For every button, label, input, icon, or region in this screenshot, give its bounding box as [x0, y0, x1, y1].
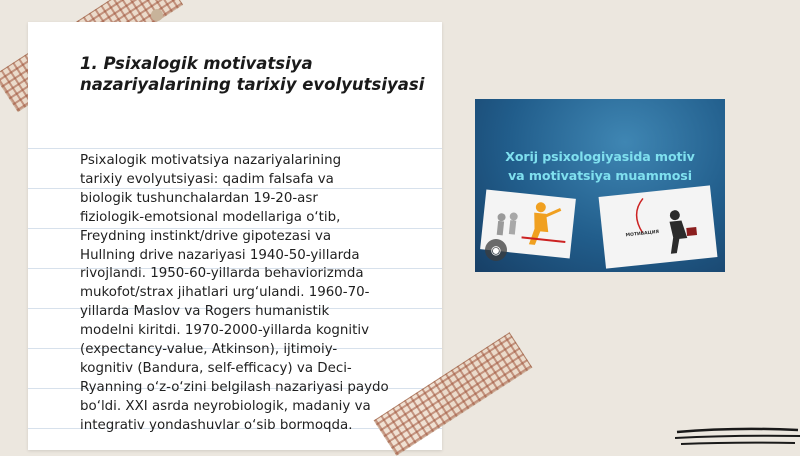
slide-title — [475, 147, 725, 185]
decorative-dot — [151, 9, 163, 21]
body-line: rivojlandi. 1950-60-yillarda behaviorizmda — [80, 266, 364, 282]
body-line: tarixiy evolyutsiyasi: qadim falsafa va — [80, 171, 334, 187]
section-title-line: 1. Psixalogik motivatsiya — [80, 54, 313, 73]
body-line: (expectancy-value, Atkinson), ijtimoiy- — [80, 342, 338, 358]
section-title — [80, 53, 440, 95]
body-line: fiziologik-emotsional modellariga o‘tib, — [80, 209, 341, 225]
slide-title-line: va motivatsiya muammosi — [508, 168, 692, 183]
body-line: integrativ yondashuvlar o‘sib bormoqda. — [80, 417, 353, 433]
slide-title-line: Xorij psixologiyasida motiv — [505, 149, 695, 164]
body-line: Ryanning o‘z-o‘zini belgilash nazariyasi paydo — [80, 379, 389, 395]
camera-icon[interactable]: ◉ — [485, 239, 507, 261]
body-line: Freydning instinkt/drive gipotezasi va — [80, 228, 332, 244]
body-paragraph — [80, 152, 430, 436]
body-line: Psixalogik motivatsiya nazariyalarining — [80, 153, 342, 168]
body-line: biologik tushunchalardan 19-20-asr — [80, 190, 318, 206]
body-line: mukofot/strax jihatlari urg‘ulandi. 1960-70- — [80, 285, 370, 301]
paper-rule — [28, 148, 442, 149]
businessman-running-illustration — [599, 185, 718, 268]
body-line: yillarda Maslov va Rogers humanistik — [80, 304, 330, 320]
slide-thumbnail-image[interactable] — [475, 99, 725, 272]
section-title-line: nazariyalarining tarixiy evolyutsiyasi — [80, 75, 425, 94]
motivation-label: МОТИВАЦИЯ — [625, 229, 660, 239]
body-line: kognitiv (Bandura, self-efficacy) va Deci- — [80, 360, 352, 376]
body-line: Hullning drive nazariyasi 1940-50-yillarda — [80, 247, 360, 263]
body-line: modelni kiritdi. 1970-2000-yillarda kognitiv — [80, 323, 370, 339]
body-line: bo‘ldi. XXI asrda neyrobiologik, madaniy va — [80, 398, 371, 414]
